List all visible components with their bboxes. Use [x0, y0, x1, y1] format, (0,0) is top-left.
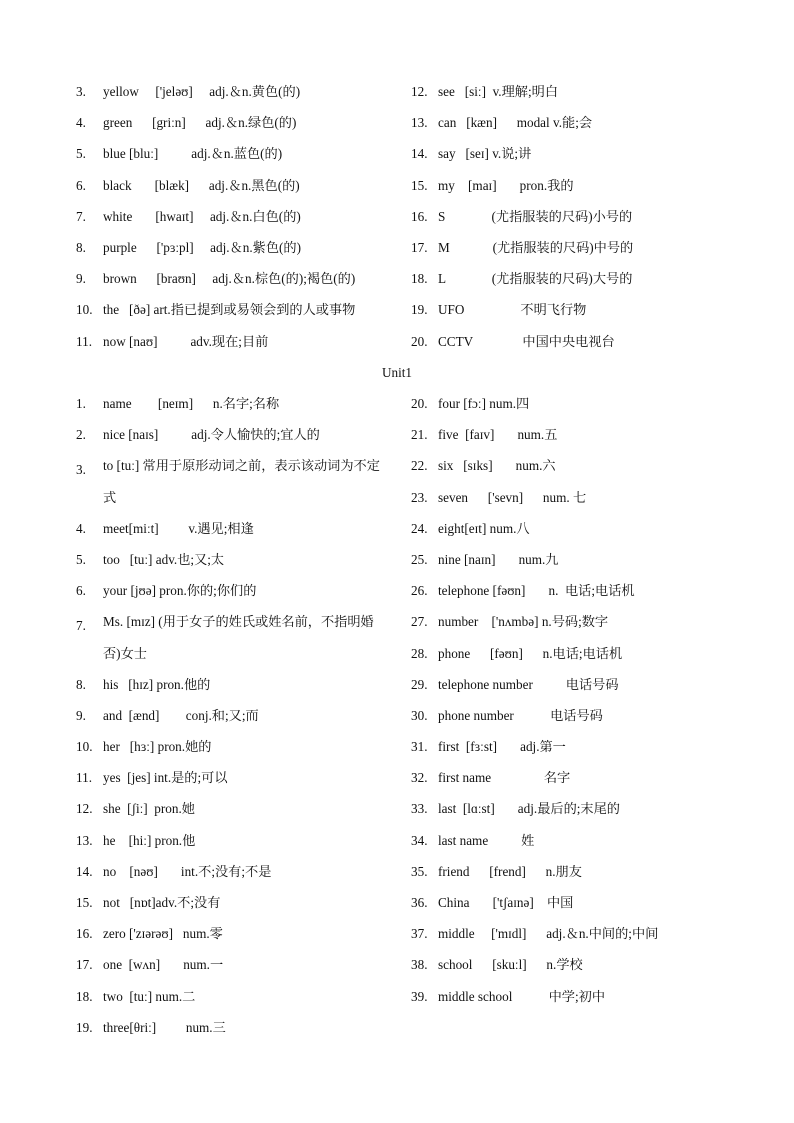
- entry-number: 32.: [411, 770, 428, 786]
- vocab-entry: [76, 80, 396, 111]
- entry-text: S (尤指服装的尺码)小号的: [438, 208, 633, 224]
- entry-text: number ['nʌmbə] n.号码;数字: [438, 614, 609, 630]
- vocab-entry: [411, 579, 731, 610]
- vocab-entry: [411, 610, 731, 641]
- vocab-entry: [76, 766, 396, 797]
- vocab-entry: [76, 673, 396, 704]
- entry-text: phone number 电话号码: [438, 707, 603, 723]
- entry-number: 10.: [76, 739, 93, 755]
- entry-text: white [hwaɪt] adj.＆n.白色(的): [103, 208, 301, 224]
- vocab-entry: [411, 236, 731, 267]
- entry-text: to [tuː] 常用于原形动词之前，表示该动词为不定式: [103, 458, 380, 505]
- vocab-entry: [411, 642, 731, 673]
- entry-text: eight[eɪt] num.八: [438, 520, 530, 536]
- entry-number: 18.: [76, 988, 93, 1004]
- entry-text: four [fɔː] num.四: [438, 396, 530, 411]
- vocab-entry: [76, 735, 396, 766]
- entry-number: 1.: [76, 396, 86, 411]
- vocab-entry: [76, 1016, 396, 1047]
- entry-number: 7.: [76, 208, 86, 224]
- vocab-entry: [411, 829, 731, 860]
- vocab-entry: [76, 267, 396, 298]
- entry-text: UFO 不明飞行物: [438, 302, 587, 318]
- entry-text: brown [braʊn] adj.＆n.棕色(的);褐色(的): [103, 271, 356, 287]
- entry-text: his [hɪz] pron.他的: [103, 676, 211, 692]
- entry-text: China ['tʃaɪnə] 中国: [438, 895, 574, 910]
- entry-text: seven ['sevn] num. 七: [438, 489, 587, 505]
- entry-number: 31.: [411, 739, 428, 755]
- vocab-entry: [411, 735, 731, 766]
- entry-number: 20.: [411, 396, 428, 411]
- vocab-entry: [411, 423, 731, 454]
- entry-number: 33.: [411, 801, 428, 817]
- entry-number: 22.: [411, 458, 428, 474]
- vocab-entry: [76, 548, 396, 579]
- entry-text: blue [bluː] adj.＆n.蓝色(的): [103, 146, 283, 162]
- vocab-entry: [411, 891, 731, 922]
- vocab-column-top-left: [76, 80, 396, 361]
- vocab-entry: [76, 142, 396, 173]
- entry-text: last [lɑːst] adj.最后的;末尾的: [438, 801, 620, 817]
- entry-number: 10.: [76, 302, 93, 318]
- vocab-entry: [411, 766, 731, 797]
- entry-text: purple ['pɜːpl] adj.＆n.紫色(的): [103, 239, 301, 255]
- entry-text: yellow ['jeləʊ] adj.＆n.黄色(的): [103, 84, 301, 99]
- entry-number: 25.: [411, 551, 428, 567]
- entry-number: 7.: [76, 618, 86, 634]
- entry-text: her [hɜː] pron.她的: [103, 739, 212, 755]
- entry-text: not [nɒt]adv.不;没有: [103, 895, 221, 911]
- entry-number: 5.: [76, 146, 86, 162]
- entry-text: CCTV 中国中央电视台: [438, 333, 615, 349]
- vocab-entry: [411, 517, 731, 548]
- entry-number: 4.: [76, 520, 86, 536]
- entry-number: 20.: [411, 333, 428, 349]
- entry-text: your [jʊə] pron.你的;你们的: [103, 583, 257, 599]
- vocab-column-bottom-left: [76, 392, 396, 1047]
- entry-number: 27.: [411, 614, 428, 630]
- entry-text: M (尤指服装的尺码)中号的: [438, 239, 634, 255]
- entry-text: two [tuː] num.二: [103, 988, 196, 1004]
- entry-text: he [hiː] pron.他: [103, 832, 196, 848]
- entry-number: 28.: [411, 645, 428, 661]
- entry-number: 6.: [76, 177, 86, 193]
- vocab-entry: [76, 111, 396, 142]
- entry-number: 16.: [76, 926, 93, 942]
- vocab-entry: [411, 80, 731, 111]
- entry-number: 18.: [411, 271, 428, 287]
- entry-text: zero ['zɪərəʊ] num.零: [103, 926, 223, 942]
- entry-number: 39.: [411, 988, 428, 1004]
- vocab-entry: [411, 486, 731, 517]
- vocab-entry: [76, 174, 396, 205]
- vocab-entry: [411, 111, 731, 142]
- entry-text: six [sɪks] num.六: [438, 458, 556, 474]
- entry-number: 21.: [411, 427, 428, 443]
- entry-text: and [ænd] conj.和;又;而: [103, 707, 259, 723]
- entry-number: 14.: [76, 863, 93, 879]
- entry-text: telephone number 电话号码: [438, 676, 619, 692]
- entry-number: 17.: [76, 957, 93, 973]
- entry-number: 17.: [411, 239, 428, 255]
- vocab-entry: [76, 797, 396, 828]
- entry-number: 23.: [411, 489, 428, 505]
- vocab-column-top-right: [411, 80, 731, 361]
- vocab-entry: [76, 953, 396, 984]
- entry-text: say [seɪ] v.说;讲: [438, 146, 532, 162]
- entry-text: five [faɪv] num.五: [438, 427, 558, 443]
- entry-number: 38.: [411, 957, 428, 973]
- unit-title: Unit1: [381, 365, 413, 380]
- vocab-entry: [411, 454, 731, 485]
- vocab-entry: [76, 517, 396, 548]
- vocab-entry: [411, 953, 731, 984]
- entry-text: nine [naɪn] num.九: [438, 551, 559, 567]
- vocab-entry: [76, 610, 396, 672]
- vocab-entry: [411, 860, 731, 891]
- vocab-entry: [76, 454, 396, 516]
- vocab-entry: [76, 236, 396, 267]
- entry-text: Ms. [mɪz] (用于女子的姓氏或姓名前，不指明婚否)女士: [103, 614, 374, 661]
- vocab-entry: [411, 797, 731, 828]
- entry-text: see [siː] v.理解;明白: [438, 84, 559, 99]
- entry-text: phone [fəʊn] n.电话;电话机: [438, 645, 623, 661]
- entry-number: 13.: [76, 832, 93, 848]
- entry-number: 12.: [411, 84, 428, 99]
- entry-number: 11.: [76, 333, 92, 349]
- vocab-entry: [411, 205, 731, 236]
- entry-text: first [fɜːst] adj.第一: [438, 739, 566, 755]
- entry-text: she [ʃiː] pron.她: [103, 801, 195, 817]
- vocab-entry: [411, 985, 731, 1016]
- entry-text: middle school 中学;初中: [438, 988, 606, 1004]
- entry-number: 4.: [76, 115, 86, 131]
- entry-number: 13.: [411, 115, 428, 131]
- entry-number: 15.: [76, 895, 93, 911]
- entry-number: 24.: [411, 520, 428, 536]
- entry-number: 19.: [76, 1019, 93, 1035]
- entry-text: first name 名字: [438, 770, 571, 786]
- entry-number: 3.: [76, 462, 86, 478]
- entry-number: 5.: [76, 551, 86, 567]
- entry-text: green [griːn] adj.＆n.绿色(的): [103, 115, 297, 131]
- entry-number: 37.: [411, 926, 428, 942]
- vocab-entry: [411, 548, 731, 579]
- entry-text: name [neɪm] n.名字;名称: [103, 396, 280, 411]
- entry-number: 29.: [411, 676, 428, 692]
- vocab-entry: [76, 922, 396, 953]
- entry-text: now [naʊ] adv.现在;目前: [103, 333, 269, 349]
- entry-text: friend [frend] n.朋友: [438, 863, 582, 879]
- vocab-entry: [411, 267, 731, 298]
- vocab-entry: [411, 142, 731, 173]
- vocab-entry: [76, 205, 396, 236]
- entry-number: 2.: [76, 427, 86, 443]
- entry-number: 12.: [76, 801, 93, 817]
- entry-text: three[θriː] num.三: [103, 1019, 226, 1035]
- entry-text: middle ['mɪdl] adj.＆n.中间的;中间: [438, 926, 659, 942]
- entry-text: meet[miːt] v.遇见;相逢: [103, 520, 254, 536]
- entry-number: 15.: [411, 177, 428, 193]
- vocab-entry: [411, 922, 731, 953]
- vocab-entry: [76, 704, 396, 735]
- entry-number: 19.: [411, 302, 428, 318]
- entry-text: school [skuːl] n.学校: [438, 957, 583, 973]
- vocab-entry: [411, 174, 731, 205]
- entry-text: too [tuː] adv.也;又;太: [103, 551, 225, 567]
- entry-number: 9.: [76, 707, 86, 723]
- entry-number: 26.: [411, 583, 428, 599]
- vocab-entry: [76, 330, 396, 361]
- entry-number: 11.: [76, 770, 92, 786]
- entry-number: 8.: [76, 676, 86, 692]
- vocab-entry: [411, 673, 731, 704]
- vocab-entry: [411, 392, 731, 423]
- entry-text: one [wʌn] num.一: [103, 957, 224, 973]
- entry-text: L (尤指服装的尺码)大号的: [438, 271, 633, 287]
- vocab-entry: [76, 298, 396, 329]
- entry-number: 30.: [411, 707, 428, 723]
- vocab-entry: [411, 704, 731, 735]
- entry-text: no [nəʊ] int.不;没有;不是: [103, 863, 272, 879]
- entry-number: 8.: [76, 239, 86, 255]
- vocab-entry: [411, 298, 731, 329]
- vocab-column-bottom-right: [411, 392, 731, 1016]
- entry-number: 3.: [76, 84, 86, 99]
- vocab-entry: [76, 829, 396, 860]
- entry-number: 36.: [411, 895, 428, 910]
- entry-text: telephone [fəʊn] n. 电话;电话机: [438, 583, 635, 599]
- entry-text: nice [naɪs] adj.令人愉快的;宜人的: [103, 427, 320, 443]
- entry-number: 14.: [411, 146, 428, 162]
- vocab-entry: [411, 330, 731, 361]
- vocab-entry: [76, 985, 396, 1016]
- vocab-entry: [76, 891, 396, 922]
- entry-text: last name 姓: [438, 832, 535, 848]
- vocab-entry: [76, 392, 396, 423]
- entry-number: 16.: [411, 208, 428, 224]
- entry-number: 34.: [411, 832, 428, 848]
- vocab-entry: [76, 860, 396, 891]
- entry-text: yes [jes] int.是的;可以: [103, 770, 228, 786]
- entry-text: can [kæn] modal v.能;会: [438, 115, 593, 131]
- entry-text: the [ðə] art.指已提到或易领会到的人或事物: [103, 302, 356, 318]
- entry-number: 6.: [76, 583, 86, 599]
- entry-number: 9.: [76, 271, 86, 287]
- entry-number: 35.: [411, 863, 428, 879]
- entry-text: black [blæk] adj.＆n.黑色(的): [103, 177, 300, 193]
- entry-text: my [maɪ] pron.我的: [438, 177, 574, 193]
